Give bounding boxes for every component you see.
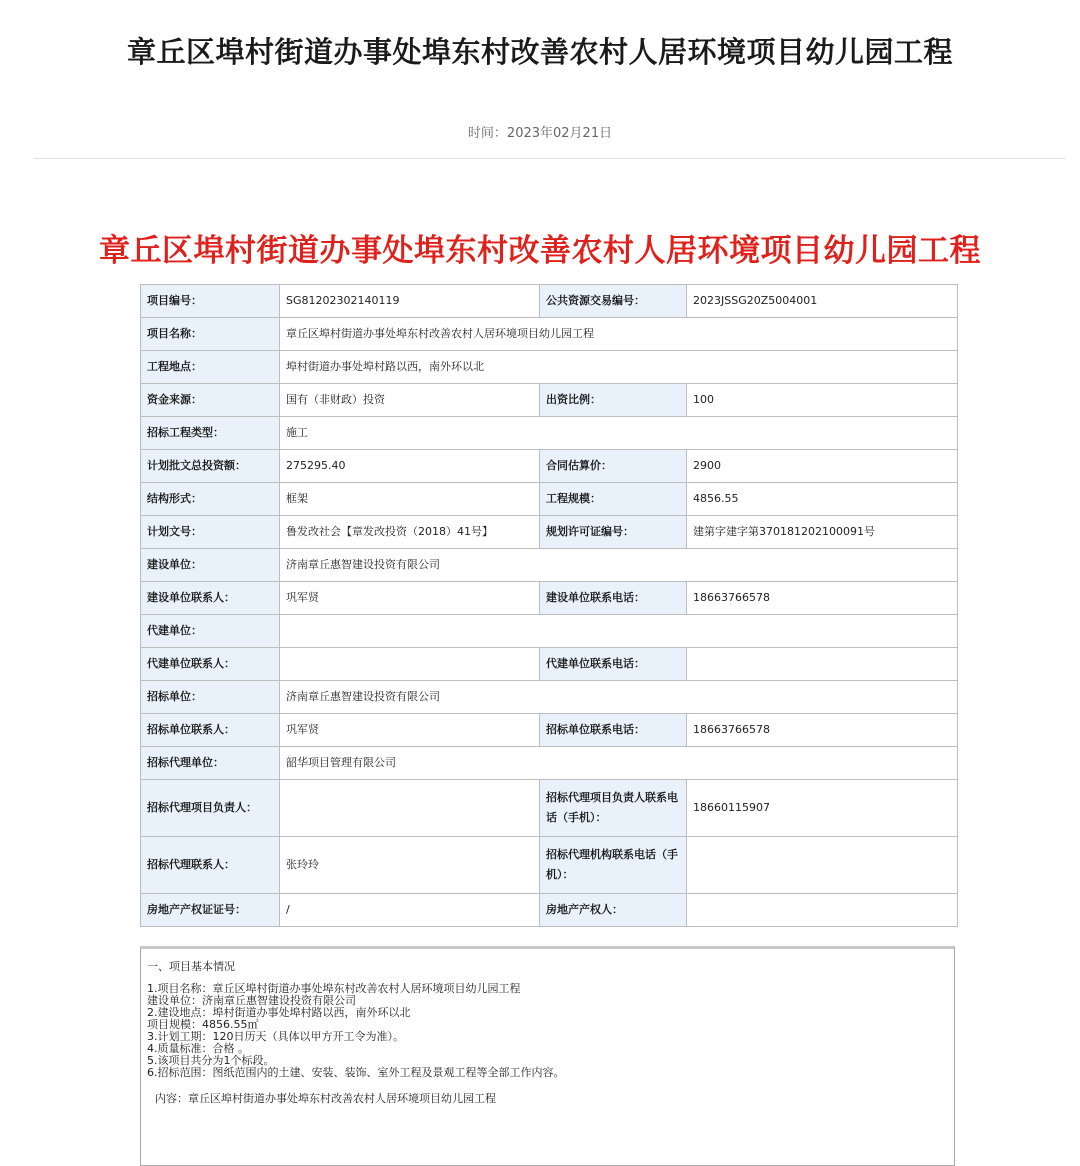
field-value: 巩军贤 xyxy=(280,714,540,747)
field-value: 韶华项目管理有限公司 xyxy=(280,747,958,780)
field-value: 275295.40 xyxy=(280,450,540,483)
table-row xyxy=(141,747,958,780)
table-row xyxy=(141,318,958,351)
field-label: 结构形式： xyxy=(141,483,280,516)
field-label: 建设单位联系人： xyxy=(141,582,280,615)
table-row xyxy=(141,894,958,927)
content-inner-text: 内容：章丘区埠村街道办事处埠东村改善农村人居环境项目幼儿园工程 xyxy=(155,1092,496,1105)
document-title: 章丘区埠村街道办事处埠东村改善农村人居环境项目幼儿园工程 xyxy=(99,233,981,269)
field-value xyxy=(280,780,540,837)
field-label: 代建单位联系人： xyxy=(141,648,280,681)
field-label: 项目编号： xyxy=(141,285,280,318)
field-label: 招标代理项目负责人： xyxy=(141,780,280,837)
field-label: 工程地点： xyxy=(141,351,280,384)
project-info-table xyxy=(140,284,958,927)
field-value xyxy=(280,615,958,648)
project-content-box xyxy=(140,946,955,1166)
field-value xyxy=(687,648,958,681)
table-row xyxy=(141,516,958,549)
field-label: 工程规模： xyxy=(540,483,687,516)
field-label: 招标代理项目负责人联系电话（手机）： xyxy=(540,780,687,837)
publish-time xyxy=(0,122,1080,141)
table-row xyxy=(141,384,958,417)
table-row xyxy=(141,417,958,450)
field-value: 鲁发改社会【章发改投资（2018）41号】 xyxy=(280,516,540,549)
content-line: 建设单位：济南章丘惠智建设投资有限公司 xyxy=(147,994,356,1007)
field-label: 计划批文总投资额： xyxy=(141,450,280,483)
content-line: 2.建设地点：埠村街道办事处埠村路以西，南外环以北 xyxy=(147,1006,411,1019)
field-label: 房地产产权人： xyxy=(540,894,687,927)
table-row xyxy=(141,351,958,384)
field-label: 代建单位： xyxy=(141,615,280,648)
content-line: 4.质量标准：合格 。 xyxy=(147,1042,249,1055)
table-row xyxy=(141,483,958,516)
time-label: 时间： xyxy=(467,126,507,141)
field-label: 招标单位联系人： xyxy=(141,714,280,747)
table-row xyxy=(141,285,958,318)
table-row xyxy=(141,450,958,483)
table-row xyxy=(141,648,958,681)
field-label: 招标代理机构联系电话（手机）： xyxy=(540,837,687,894)
field-value xyxy=(687,894,958,927)
field-value: 4856.55 xyxy=(687,483,958,516)
field-label: 项目名称： xyxy=(141,318,280,351)
divider xyxy=(34,158,1065,159)
field-label: 招标单位联系电话： xyxy=(540,714,687,747)
page-title: 章丘区埠村街道办事处埠东村改善农村人居环境项目幼儿园工程 xyxy=(126,35,953,69)
field-value: 巩军贤 xyxy=(280,582,540,615)
field-value: 张玲玲 xyxy=(280,837,540,894)
table-row xyxy=(141,582,958,615)
field-value xyxy=(687,837,958,894)
field-value: 济南章丘惠智建设投资有限公司 xyxy=(280,681,958,714)
field-value: 18663766578 xyxy=(687,714,958,747)
content-line: 项目规模：4856.55㎡ xyxy=(147,1018,259,1031)
table-row xyxy=(141,549,958,582)
content-line: 1.项目名称：章丘区埠村街道办事处埠东村改善农村人居环境项目幼儿园工程 xyxy=(147,982,521,995)
field-label: 规划许可证编号： xyxy=(540,516,687,549)
table-row xyxy=(141,714,958,747)
field-label: 房地产产权证证号： xyxy=(141,894,280,927)
table-row xyxy=(141,837,958,894)
field-value: 2023JSSG20Z5004001 xyxy=(687,285,958,318)
field-value: 施工 xyxy=(280,417,958,450)
field-value: / xyxy=(280,894,540,927)
field-label: 代建单位联系电话： xyxy=(540,648,687,681)
field-label: 资金来源： xyxy=(141,384,280,417)
field-label: 建设单位： xyxy=(141,549,280,582)
field-value: 18663766578 xyxy=(687,582,958,615)
table-row xyxy=(141,681,958,714)
time-value: 2023年02月21日 xyxy=(506,126,613,141)
field-label: 建设单位联系电话： xyxy=(540,582,687,615)
field-label: 招标单位： xyxy=(141,681,280,714)
field-value xyxy=(280,648,540,681)
field-value: 济南章丘惠智建设投资有限公司 xyxy=(280,549,958,582)
field-value: 18660115907 xyxy=(687,780,958,837)
field-value: 国有（非财政）投资 xyxy=(280,384,540,417)
field-value: 建第字建字第370181202100091号 xyxy=(687,516,958,549)
field-label: 招标代理单位： xyxy=(141,747,280,780)
field-value: 100 xyxy=(687,384,958,417)
field-label: 公共资源交易编号： xyxy=(540,285,687,318)
field-value: SG81202302140119 xyxy=(280,285,540,318)
content-line: 3.计划工期：120日历天（具体以甲方开工令为准）。 xyxy=(147,1030,404,1043)
field-label: 计划文号： xyxy=(141,516,280,549)
field-label: 合同估算价： xyxy=(540,450,687,483)
field-label: 招标代理联系人： xyxy=(141,837,280,894)
table-row xyxy=(141,780,958,837)
field-label: 出资比例： xyxy=(540,384,687,417)
field-value: 框架 xyxy=(280,483,540,516)
field-value: 2900 xyxy=(687,450,958,483)
field-value: 章丘区埠村街道办事处埠东村改善农村人居环境项目幼儿园工程 xyxy=(280,318,958,351)
field-value: 埠村街道办事处埠村路以西，南外环以北 xyxy=(280,351,958,384)
section-title: 一、项目基本情况 xyxy=(147,960,235,973)
table-row xyxy=(141,615,958,648)
content-line: 6.招标范围：图纸范围内的土建、安装、装饰、室外工程及景观工程等全部工作内容。 xyxy=(147,1066,565,1079)
field-label: 招标工程类型： xyxy=(141,417,280,450)
content-line: 5.该项目共分为1个标段。 xyxy=(147,1054,275,1067)
